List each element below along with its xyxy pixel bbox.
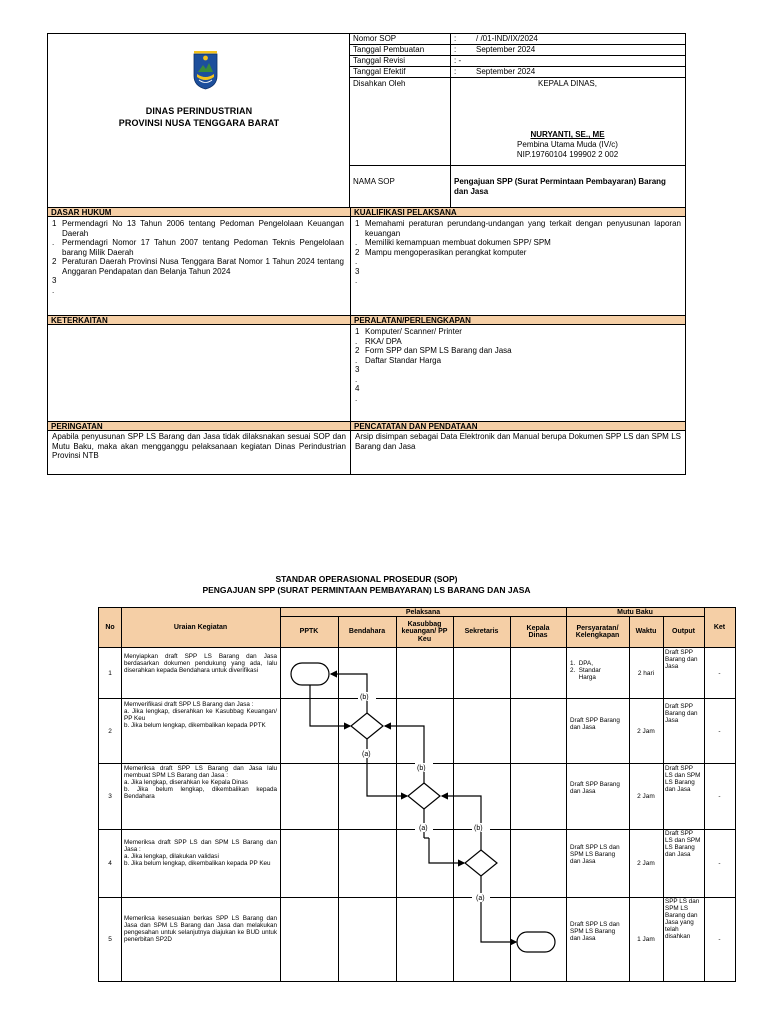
- meta-tanggal-efektif: Tanggal Efektif : September 2024: [350, 67, 685, 78]
- col-pptk: PPTK: [299, 628, 319, 636]
- peralatan-list: 1 Komputer/ Scanner/ Printer . RKA/ DPA 2 Form SPP dan SPM LS Barang dan Jasa . Daftar Standar Harga 3 . 4 .: [355, 327, 512, 403]
- dasar-hukum-list: 1 Permendagri No 13 Tahun 2006 tentang Pedoman Pengelolaan Keuangan Daerah . Permendagri Nomor 17 Tahun 2007 tentang Pedoman Teknis Pengelolaan barang Milik Daerah 2 Peraturan Daerah Provinsi Nusa Tenggara Barat Nomor 1 Tahun 2024 tentang Anggaran Pendapatan dan Belanja Tahun 2024 3 .: [52, 219, 344, 295]
- row3-output: Draft SPP LS dan SPM LS Barang dan Jasa: [665, 765, 701, 794]
- row5-uraian: Memeriksa kesesuaian berkas SPP LS Barang dan Jasa dan SPM LS Barang dan Jasa dan melakukan pengesahan untuk selanjutnya diajukan ke BUD untuk penerbitan SP2D: [124, 915, 277, 944]
- col-bendahara: Bendahara: [348, 628, 386, 636]
- section-kualifikasi-title: KUALIFIKASI PELAKSANA: [351, 207, 685, 217]
- row4-uraian: Memeriksa draft SPP LS dan SPM LS Barang dan Jasa : a. Jika lengkap, dilakukan validasi b. Jika belum lengkap, dikembalikan kepada PP Keu: [124, 839, 277, 868]
- decision-kasubbag: [408, 783, 440, 809]
- col-sekretaris: Sekretaris: [464, 628, 499, 636]
- row3-ket: -: [718, 793, 721, 800]
- section-dasar-hukum-title: DASAR HUKUM: [48, 207, 350, 217]
- row5-waktu: 1 Jam: [637, 936, 655, 943]
- flow-label-a1: (a): [362, 751, 371, 758]
- row1-no: 1: [108, 669, 112, 677]
- section-pencatatan-title: PENCATATAN DAN PENDATAAN: [351, 421, 685, 431]
- row2-syarat: Draft SPP Barang dan Jasa: [570, 717, 620, 732]
- row4-syarat: Draft SPP LS dan SPM LS Barang dan Jasa: [570, 844, 620, 866]
- sop-name-label: NAMA SOP: [353, 177, 395, 186]
- decision-bendahara: [351, 713, 383, 739]
- meta-nomor-sop: Nomor SOP : / /01-IND/IX/2024: [350, 34, 685, 45]
- ntb-emblem-icon: [192, 50, 219, 90]
- row5-no: 5: [108, 936, 112, 943]
- sop-title-line1: STANDAR OPERASIONAL PROSEDUR (SOP): [275, 574, 458, 584]
- flow-label-a3: (a): [476, 895, 485, 902]
- row4-ket: -: [718, 860, 721, 867]
- section-peralatan-title: PERALATAN/PERLENGKAPAN: [351, 315, 685, 325]
- row1-output: Draft SPP Barang dan Jasa: [665, 649, 698, 671]
- col-pelaksana: Pelaksana: [405, 608, 441, 616]
- row3-syarat: Draft SPP Barang dan Jasa: [570, 781, 620, 796]
- row5-syarat: Draft SPP LS dan SPM LS Barang dan Jasa: [570, 921, 620, 943]
- sop-title-line2: PENGAJUAN SPP (SURAT PERMINTAAN PEMBAYARAN) LS BARANG DAN JASA: [202, 585, 531, 595]
- approved-by-label: Disahkan Oleh: [353, 79, 406, 88]
- flow-label-a2: (a): [419, 825, 428, 832]
- meta-tanggal-pembuatan: Tanggal Pembuatan : September 2024: [350, 45, 685, 56]
- col-persyaratan: Persyaratan/ Kelengkapan: [575, 624, 620, 639]
- meta-tanggal-revisi: Tanggal Revisi : -: [350, 56, 685, 67]
- office-identity: [48, 34, 350, 207]
- kualifikasi-list: 1 Memahami peraturan perundang-undangan yang terkait dengan penyusunan laporan keuangan . Memiliki kemampuan membuat dokumen SPP/ SPM 2 Mampu mengoperasikan perangkat komputer . 3 .: [355, 219, 681, 285]
- row2-ket: -: [718, 727, 721, 735]
- col-mutu-baku: Mutu Baku: [617, 608, 653, 616]
- sop-name: Pengajuan SPP (Surat Permintaan Pembayaran) Barang dan Jasa: [454, 177, 666, 196]
- sop-header-table: [47, 33, 686, 475]
- office-name: DINAS PERINDUSTRIAN: [145, 106, 253, 116]
- row3-uraian: Memeriksa draft SPP LS Barang dan Jasa lalu membuat SPM LS Barang dan Jasa : a. Jika lengkap, diserahkan ke Kepala Dinas b. Jika belum lengkap, dikembalikan kepada Bendahara: [124, 765, 277, 801]
- row5-output: SPP LS dan SPM LS Barang dan Jasa yang telah disahkan: [665, 898, 700, 941]
- col-uraian: Uraian Kegiatan: [173, 623, 228, 631]
- row1-ket: -: [718, 669, 721, 677]
- sop-title: [47, 574, 686, 596]
- approver-title: KEPALA DINAS,: [538, 79, 597, 88]
- row3-waktu: 2 Jam: [637, 793, 655, 800]
- col-no: No: [105, 623, 115, 631]
- approver-rank: Pembina Utama Muda (IV/c): [517, 140, 618, 149]
- pencatatan-text: Arsip disimpan sebagai Data Elektronik dan Manual berupa Dokumen SPP LS dan SPM LS Barang dan Jasa: [355, 432, 681, 451]
- flow-label-b2: (b): [417, 765, 426, 772]
- col-kepala-dinas: Kepala Dinas: [526, 624, 550, 639]
- approver-name: NURYANTI, SE., ME: [530, 130, 605, 139]
- start-terminator: [291, 663, 329, 685]
- approver-nip: NIP.19760104 199902 2 002: [516, 150, 619, 159]
- row2-waktu: 2 Jam: [637, 727, 655, 735]
- section-keterkaitan-title: KETERKAITAN: [48, 315, 350, 325]
- sop-flow-table: [98, 607, 736, 982]
- section-peringatan-title: PERINGATAN: [48, 421, 350, 431]
- province-name: PROVINSI NUSA TENGGARA BARAT: [118, 118, 280, 128]
- row5-ket: -: [718, 936, 721, 943]
- flow-label-b3: (b): [474, 825, 483, 832]
- sop-name-row: [350, 165, 685, 207]
- col-ket: Ket: [713, 623, 726, 631]
- end-terminator: [517, 932, 555, 952]
- row4-output: Draft SPP LS dan SPM LS Barang dan Jasa: [665, 830, 701, 859]
- row4-waktu: 2 Jam: [637, 860, 655, 867]
- row2-output: Draft SPP Barang dan Jasa: [665, 703, 698, 725]
- col-kasubbag: Kasubbag keuangan/ PP Keu: [401, 620, 448, 643]
- row1-waktu: 2 hari: [637, 669, 655, 677]
- row3-no: 3: [108, 793, 112, 800]
- col-waktu: Waktu: [635, 628, 657, 636]
- decision-sekretaris: [465, 850, 497, 876]
- peringatan-text: Apabila penyusunan SPP LS Barang dan Jasa tidak dilaksnakan sesuai SOP dan Mutu Baku, maka akan mengganggu pelaksanaan kegiatan Dinas Perindustrian Provinsi NTB: [52, 432, 346, 460]
- row4-no: 4: [108, 860, 112, 867]
- col-output: Output: [672, 628, 695, 636]
- row2-no: 2: [108, 727, 112, 735]
- row2-uraian: Memverifikasi draft SPP LS Barang dan Jasa : a. Jika lengkap, diserahkan ke Kasubbag Keuangan/ PP Keu b. Jika belum lengkap, dikembalikan kepada PPTK: [124, 701, 277, 730]
- flow-label-b1: (b): [360, 694, 369, 701]
- row1-uraian: Menyiapkan draft SPP LS Barang dan Jasa berdasarkan dokumen pendukung yang ada, lalu diserahkan kepada Bendahara untuk diverifikasi: [124, 653, 277, 675]
- row1-syarat: 1. DPA, 2. Standar Harga: [570, 660, 601, 682]
- flowchart: [99, 608, 735, 981]
